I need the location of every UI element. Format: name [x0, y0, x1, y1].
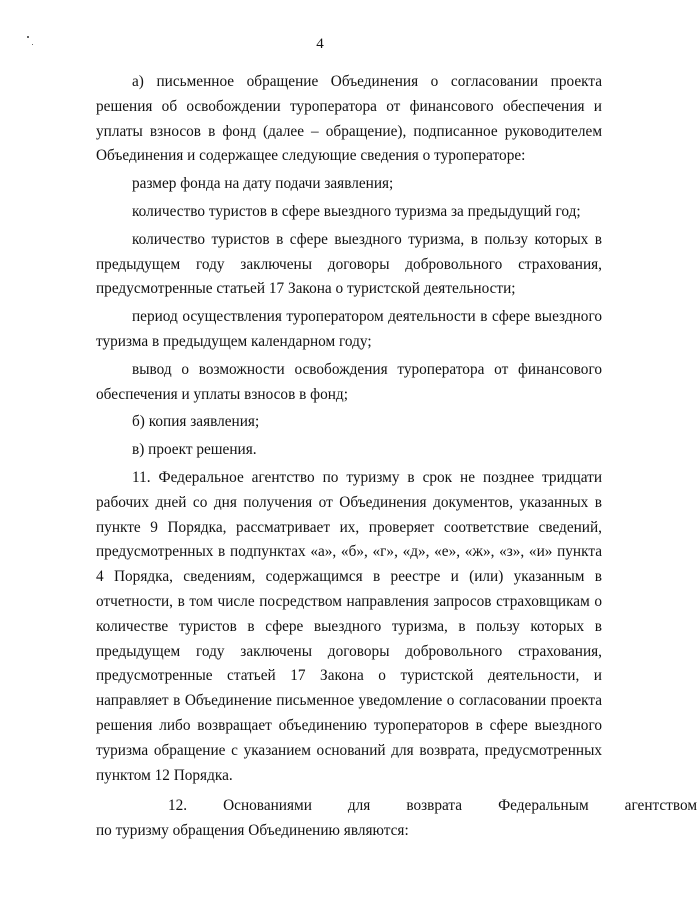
paragraph-12-word: Основаниями [223, 797, 312, 815]
list-item-conclusion: вывод о возможности освобождения туроператора от финансового обеспечения и уплаты взносов в фонд; [96, 360, 602, 403]
list-item-insured-tourists: количество туристов в сфере выездного туризма, в пользу которых в предыдущем году заключены договоры добровольного страхования, предусмотренные статьей 17 Закона о туристской деятельности; [96, 230, 602, 298]
list-item-tourist-count: количество туристов в сфере выездного туризма за предыдущий год; [132, 202, 581, 220]
paragraph-a: а) письменное обращение Объединения о согласовании проекта решения об освобождении туроператора от финансового обеспечения и уплаты взносов в фонд (далее – обращение), подписанное руководителем Объединения и содержащее следующие сведения о туроператоре: [96, 73, 602, 165]
paragraph-v: в) проект решения. [132, 441, 257, 459]
list-item-activity-period: период осуществления туроператором деятельности в сфере выездного туризма в предыдущем календарном году; [96, 308, 602, 350]
paragraph-11: 11. Федеральное агентство по туризму в срок не позднее тридцати рабочих дней со дня получения от Объединения документов, указанных в пункте 9 Порядка, рассматривает их, проверяет соответствие сведений, предусмотренных в подпунктах «а», «б», «г», «д», «е», «ж», «з», «и» пункта 4 Порядка, сведениям, содержащимся в реестре и (или) указанным в отчетности, в том числе посредством направления запросов страховщикам о количестве туристов в сфере выездного туризма, в пользу которых в предыдущем году заключены договоры добровольного страхования, предусмотренные статьей 17 Закона о туристской деятельности, и направляет в Объединение письменное уведомление о согласовании проекта решения либо возвращает объединению туроператоров в сфере выездного туризма обращение с указанием оснований для возврата, предусмотренных пунктом 12 Порядка. [96, 468, 602, 784]
paragraph-12-first-line [96, 794, 697, 819]
paragraph-12-word: для [347, 797, 371, 815]
document-body [96, 70, 697, 844]
paragraph-12-word: 12. [168, 797, 188, 815]
paragraph-b: б) копия заявления; [132, 413, 260, 431]
list-item-fund-size: размер фонда на дату подачи заявления; [132, 175, 394, 193]
paragraph-12-word: Федеральным [498, 797, 589, 815]
paragraph-12-word: агентством [624, 797, 697, 815]
page-number: 4 [316, 36, 324, 52]
paragraph-12-word: возврата [406, 797, 463, 815]
paragraph-12-continuation: по туризму обращения Объединению являются: [96, 822, 409, 840]
